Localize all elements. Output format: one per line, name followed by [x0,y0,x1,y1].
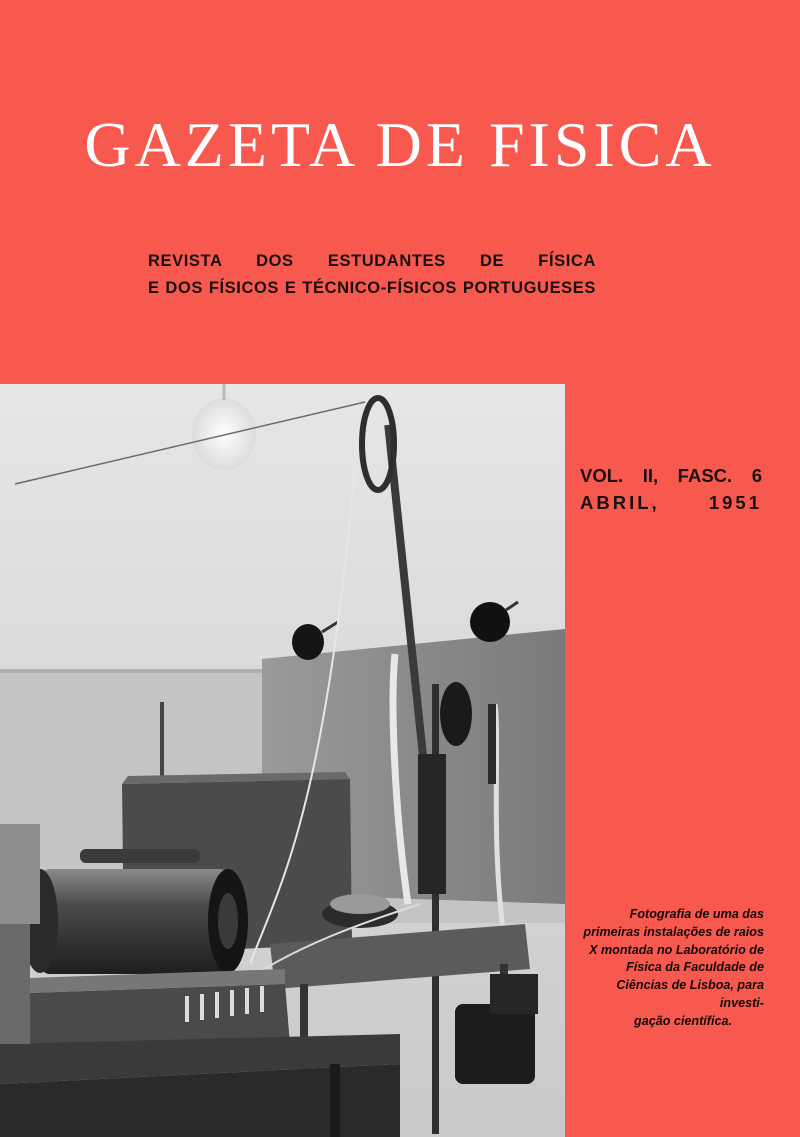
subtitle-line-2: E DOS FÍSICOS E TÉCNICO-FÍSICOS PORTUGUESES [148,279,596,297]
laboratory-x-ray-apparatus-photo [0,384,565,1137]
photo-caption-text: Fotografia de uma das primeiras instalações de raios X montada no Laboratório de Física da Faculdade de Ciências de Lisboa, para investi- [583,907,764,1010]
cover-photo [0,384,565,1137]
photo-caption-last-line: gação científica. [634,1013,732,1028]
issue-info [580,462,762,516]
issue-volume: VOL. II, FASC. 6 [580,465,762,486]
magazine-subtitle [148,248,596,302]
issue-date: ABRIL, 1951 [580,492,762,513]
subtitle-line-1: REVISTA DOS ESTUDANTES DE FÍSICA [148,252,596,270]
magazine-title: GAZETA DE FISICA [84,109,716,180]
photo-caption [578,906,764,1031]
